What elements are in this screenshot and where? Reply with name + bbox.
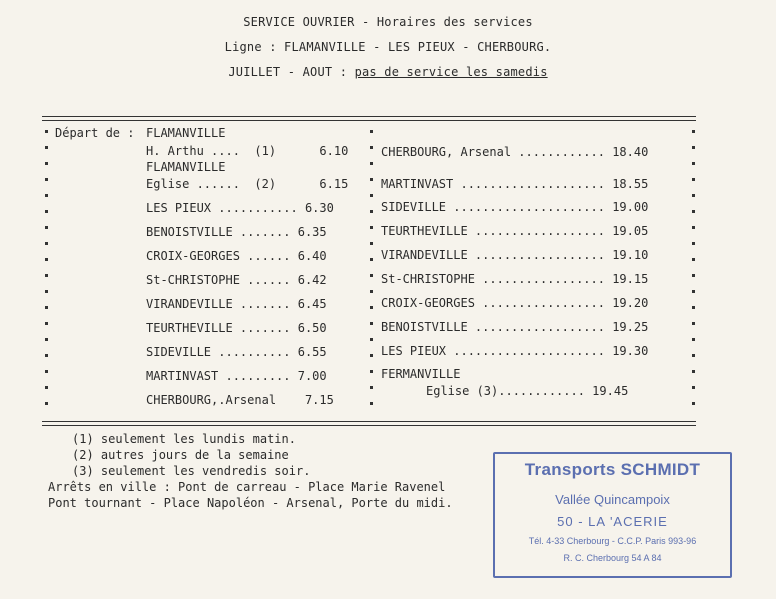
outbound-row: St-CHRISTOPHE ...... 6.42 <box>146 273 327 287</box>
return-row: BENOISTVILLE .................. 19.25 <box>381 320 649 334</box>
divider-dot <box>45 162 48 165</box>
divider-dot <box>692 274 695 277</box>
divider-dot <box>370 162 373 165</box>
company-stamp <box>493 452 732 578</box>
outbound-row: TEURTHEVILLE ....... 6.50 <box>146 321 327 335</box>
return-row: LES PIEUX ..................... 19.30 <box>381 344 649 358</box>
divider-dot <box>370 226 373 229</box>
footnote: (3) seulement les vendredis soir. <box>72 464 311 478</box>
divider-dot <box>692 194 695 197</box>
divider-dot <box>45 178 48 181</box>
departure-label: Départ de : <box>55 126 135 140</box>
divider-dot <box>370 370 373 373</box>
divider-dot <box>370 306 373 309</box>
divider-dot <box>692 370 695 373</box>
stamp-city: 50 - LA 'ACERIE <box>557 514 668 529</box>
outbound-row: LES PIEUX ........... 6.30 <box>146 201 334 215</box>
divider-dot <box>45 194 48 197</box>
outbound-row: FLAMANVILLE <box>146 126 226 140</box>
city-stops-line: Arrêts en ville : Pont de carreau - Place Marie Ravenel <box>48 480 446 494</box>
divider-dot <box>692 338 695 341</box>
divider-dot <box>692 162 695 165</box>
outbound-row: CHERBOURG,.Arsenal 7.15 <box>146 393 334 407</box>
divider-dot <box>692 306 695 309</box>
return-row: SIDEVILLE ..................... 19.00 <box>381 200 649 214</box>
divider-dot <box>692 146 695 149</box>
divider-dot <box>692 402 695 405</box>
divider-dot <box>692 258 695 261</box>
divider-dot <box>45 210 48 213</box>
return-row: CHERBOURG, Arsenal ............ 18.40 <box>381 145 649 159</box>
footnote: (1) seulement les lundis matin. <box>72 432 296 446</box>
divider-dot <box>692 290 695 293</box>
divider-dot <box>370 258 373 261</box>
divider-dot <box>45 386 48 389</box>
table-top-rule <box>42 116 696 121</box>
divider-dot <box>692 386 695 389</box>
return-row: VIRANDEVILLE .................. 19.10 <box>381 248 649 262</box>
divider-dot <box>692 178 695 181</box>
divider-dot <box>370 386 373 389</box>
divider-dot <box>370 194 373 197</box>
divider-dot <box>45 338 48 341</box>
divider-dot <box>45 402 48 405</box>
divider-dot <box>45 306 48 309</box>
outbound-row: H. Arthu .... (1) 6.10 <box>146 144 349 158</box>
outbound-row: FLAMANVILLE <box>146 160 226 174</box>
no-saturday-note: pas de service les samedis <box>354 65 548 79</box>
outbound-row: MARTINVAST ......... 7.00 <box>146 369 327 383</box>
stamp-phone: Tél. 4-33 Cherbourg - C.C.P. Paris 993-96 <box>528 536 697 546</box>
divider-dot <box>370 354 373 357</box>
city-stops-line: Pont tournant - Place Napoléon - Arsenal, Porte du midi. <box>48 496 453 510</box>
outbound-row: SIDEVILLE .......... 6.55 <box>146 345 327 359</box>
return-row: FERMANVILLE <box>381 367 461 381</box>
return-row: TEURTHEVILLE .................. 19.05 <box>381 224 649 238</box>
divider-dot <box>692 354 695 357</box>
return-row: St-CHRISTOPHE ................. 19.15 <box>381 272 649 286</box>
season-prefix: JUILLET - AOUT : <box>228 65 355 79</box>
divider-dot <box>370 146 373 149</box>
divider-dot <box>45 242 48 245</box>
divider-dot <box>692 210 695 213</box>
divider-dot <box>45 146 48 149</box>
season-line <box>0 65 776 79</box>
return-row: Eglise (3)............ 19.45 <box>426 384 629 398</box>
route-line: Ligne : FLAMANVILLE - LES PIEUX - CHERBOURG. <box>224 40 552 54</box>
divider-dot <box>370 242 373 245</box>
divider-dot <box>692 130 695 133</box>
divider-dot <box>45 274 48 277</box>
table-bottom-rule <box>42 421 696 426</box>
divider-dot <box>45 354 48 357</box>
stamp-rc: R. C. Cherbourg 54 A 84 <box>563 553 662 563</box>
title-line: SERVICE OUVRIER - Horaires des services <box>243 15 533 29</box>
outbound-row: VIRANDEVILLE ....... 6.45 <box>146 297 327 311</box>
divider-dot <box>370 210 373 213</box>
outbound-row: Eglise ...... (2) 6.15 <box>146 177 349 191</box>
divider-dot <box>370 338 373 341</box>
outbound-row: CROIX-GEORGES ...... 6.40 <box>146 249 327 263</box>
outbound-row: BENOISTVILLE ....... 6.35 <box>146 225 327 239</box>
divider-dot <box>45 130 48 133</box>
divider-dot <box>370 402 373 405</box>
footnote: (2) autres jours de la semaine <box>72 448 289 462</box>
stamp-address: Vallée Quincampoix <box>555 492 670 507</box>
divider-dot <box>370 322 373 325</box>
stamp-company: Transports SCHMIDT <box>524 460 701 479</box>
divider-dot <box>370 290 373 293</box>
divider-dot <box>370 178 373 181</box>
divider-dot <box>45 226 48 229</box>
divider-dot <box>692 226 695 229</box>
divider-dot <box>45 322 48 325</box>
divider-dot <box>370 130 373 133</box>
divider-dot <box>370 274 373 277</box>
divider-dot <box>45 258 48 261</box>
return-row: MARTINVAST .................... 18.55 <box>381 177 649 191</box>
return-row: CROIX-GEORGES ................. 19.20 <box>381 296 649 310</box>
divider-dot <box>45 370 48 373</box>
divider-dot <box>692 322 695 325</box>
divider-dot <box>692 242 695 245</box>
divider-dot <box>45 290 48 293</box>
